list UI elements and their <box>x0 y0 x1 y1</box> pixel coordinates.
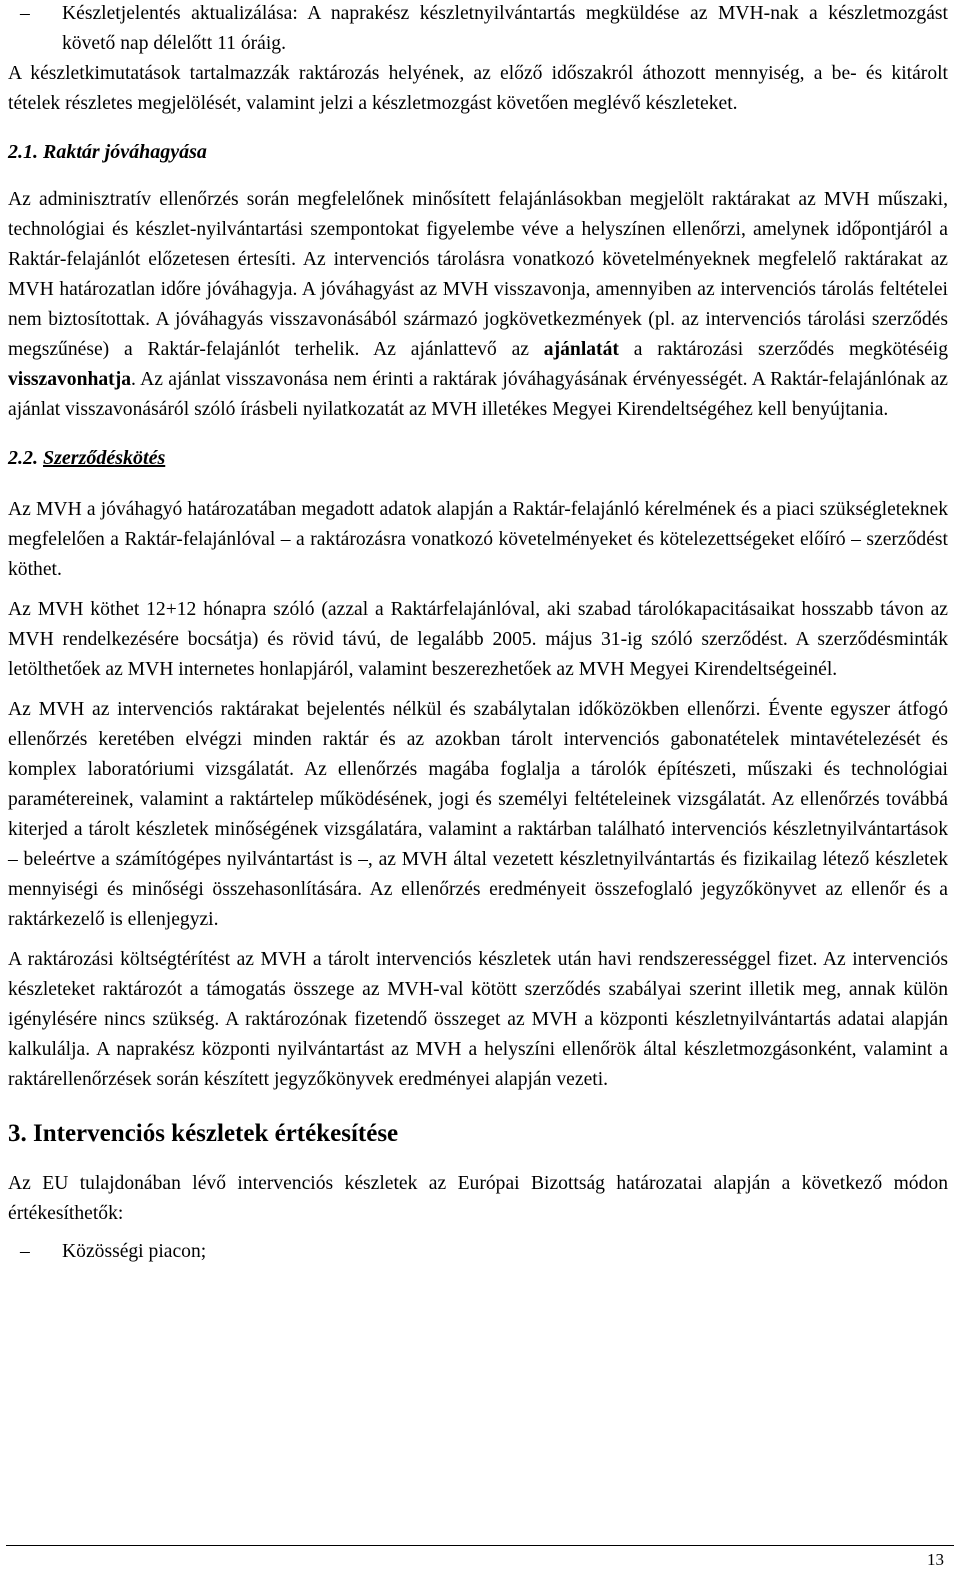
paragraph-ellenorzes: Az MVH az intervenciós raktárakat bejelentés nélkül és szabálytalan időközökben ellenőrzi. Évente egyszer átfogó ellenőrzés keretében elvégzi minden raktár és az azokban tárolt intervenciós gabonatételek mintavételezését és komplex laboratóriumi vizsgálatát. Az ellenőrzés magába foglalja a tárolók építészeti, műszaki és technológiai paramétereinek, valamint a raktártelep működésének, jogi és személyi feltételeinek vizsgálatát. Az ellenőrzés továbbá kiterjed a tárolt készletek minőségének vizsgálatára, valamint a raktárban található intervenciós készletnyilvántartások – beleértve a számítógépes nyilvántartást is –, az MVH által vezetett készletnyilvántartás és fizikailag létező készletek mennyiségi és minőségi összehasonlítására. Az ellenőrzés eredményeit összefoglaló jegyzőkönyvet az ellenőr és a raktárkezelő is ellenjegyzi. <box>8 699 948 930</box>
paragraph-koltsegterites: A raktározási költségtérítést az MVH a tárolt intervenciós készletek után havi rendszerességgel fizet. Az intervenciós készleteket raktározót a támogatás összege az MVH-val kötött szerződés szabályai szerint illetik meg, annak külön igénylésére nincs szükség. A raktározónak fizetendő összeget az MVH a központi készletnyilvántartás adatai alapján kalkulálja. A naprakész központi nyilvántartást az MVH a helyszíni ellenőrök által készletmozgásonként, valamint a raktárellenőrzések során készített jegyzőkönyvek eredményei alapján vezeti. <box>8 949 948 1090</box>
paragraph-ertekesites-intro: Az EU tulajdonában lévő intervenciós készletek az Európai Bizottság határozatai alapján a következő módon értékesíthetők: <box>8 1173 948 1224</box>
paragraph-kimutatas: A készletkimutatások tartalmazzák raktározás helyének, az előző időszakról áthozott mennyiség, a be- és kitárolt tételek részletes megjelölését, valamint jelzi a készletmozgást követően meglévő készleteket. <box>8 63 948 114</box>
section-title: Szerződéskötés <box>43 447 166 469</box>
list-item-text: Készletjelentés aktualizálása: A naprakész készletnyilvántartás megküldése az MVH-nak a készletmozgást követő nap délelőtt 11 óráig. <box>62 3 948 54</box>
section-heading-2-2 <box>8 443 948 473</box>
list-item <box>8 0 948 59</box>
page-number: 13 <box>927 1550 944 1569</box>
list-item <box>8 1237 948 1267</box>
footer-divider <box>6 1545 954 1546</box>
paragraph-szerzodes-1: Az MVH a jóváhagyó határozatában megadott adatok alapján a Raktár-felajánló kérelmének és a piaci szükségleteknek megfelelően a Raktár-felajánlóval – a raktározásra vonatkozó követelményeket és kötelezettségeket előíró – szerződést köthet. <box>8 499 948 580</box>
section-number: 2.1. <box>8 141 38 163</box>
section-heading-2-1 <box>8 137 948 167</box>
text-run: . Az ajánlat visszavonása nem érinti a raktárak jóváhagyásának érvényességét. <box>131 369 748 390</box>
bold-term-visszavonhatja: visszavonhatja <box>8 369 132 390</box>
list-bullet: – <box>20 3 30 24</box>
section-heading-3: 3. Intervenciós készletek értékesítése <box>8 1120 399 1147</box>
text-run: a raktározási szerződés megkötéséig <box>633 339 948 360</box>
paragraph-szerzodes-2: Az MVH köthet 12+12 hónapra szóló (azzal a Raktárfelajánlóval, aki szabad tárolókapacitásaikat hosszabb távon az MVH rendelkezésére bocsátja) és rövid távú, de legalább 2005. május 31-ig szóló szerződést. A szerződésminták letölthetőek az MVH internetes honlapjáról, valamint beszerezhetőek az MVH Megyei Kirendeltségeinél. <box>8 599 948 680</box>
list-item-text: Közösségi piacon; <box>62 1241 207 1262</box>
list-bullet: – <box>20 1241 30 1262</box>
bold-term-ajanlatat: ajánlatát <box>543 339 619 360</box>
section-title: Raktár jóváhagyása <box>43 141 207 163</box>
page-content <box>8 0 948 1267</box>
text-run: A Raktár-felajánlónak az ajánlat visszavonásáról szóló írásbeli nyilatkozatát az MVH illetékes Megyei Kirendeltségéhez kell benyújtania. <box>8 369 948 420</box>
text-run: Az adminisztratív ellenőrzés során megfelelőnek minősített felajánlásokban megjelölt raktárakat az MVH műszaki, technológiai és készlet-nyilvántartási szempontokat figyelembe véve a helyszínen ellenőrzi, amelynek időpontjáról a Raktár-felajánlót előzetesen értesíti. Az intervenciós tárolásra vonatkozó követelményeknek megfelelő raktárakat az MVH határozatlan időre jóváhagyja. A jóváhagyást az MVH visszavonja, amennyiben az intervenciós tárolás feltételei nem biztosítottak. A jóváhagyás visszavonásából származó jogkövetkezmények (pl. az intervenciós tárolási szerződés megszűnése) a Raktár-felajánlót terhelik. Az ajánlattevő az <box>8 189 948 360</box>
section-number: 2.2. <box>8 447 38 469</box>
paragraph-raktar-jovahagyasa <box>8 185 948 425</box>
